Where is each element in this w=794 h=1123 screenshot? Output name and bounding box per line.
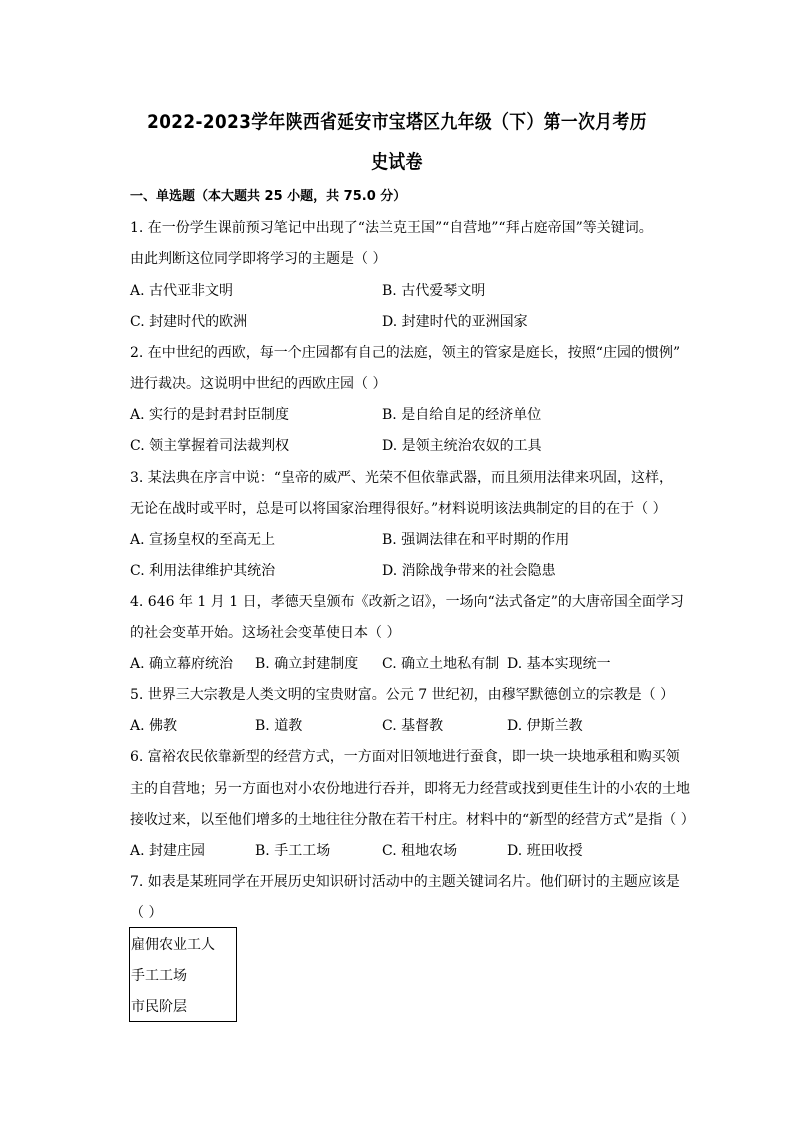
question-1-option-d: D. 封建时代的亚洲国家 [382, 314, 528, 330]
exam-title-line-1: 2022-2023学年陕西省延安市宝塔区九年级（下）第一次月考历 [147, 111, 647, 133]
question-1-option-b: B. 古代爱琴文明 [382, 283, 486, 299]
question-3-option-d: D. 消除战争带来的社会隐患 [382, 563, 556, 579]
question-5-option-b: B. 道教 [255, 718, 303, 734]
exam-title-line-2: 史试卷 [371, 151, 423, 173]
question-1-option-c: C. 封建时代的欧洲 [130, 314, 248, 330]
question-1-line-2: 由此判断这位同学即将学习的主题是（ ） [130, 251, 387, 267]
question-4-option-c: C. 确立土地私有制 [382, 656, 500, 672]
question-5-option-d: D. 伊斯兰教 [507, 718, 583, 734]
question-7-line-1: 7. 如表是某班同学在开展历史知识研讨活动中的主题关键词名片。他们研讨的主题应该是 [130, 874, 680, 890]
question-5-line-1: 5. 世界三大宗教是人类文明的宝贵财富。公元 7 世纪初，由穆罕默德创立的宗教是（ ） [130, 687, 675, 703]
question-4-line-2: 的社会变革开始。这场社会变革使日本（ ） [130, 625, 401, 641]
question-6-option-d: D. 班田收授 [507, 843, 583, 859]
keyword-card-row: 市民阶层 [131, 999, 187, 1015]
question-6-line-3: 接收过来，以至他们增多的土地往往分散在若干村庄。材料中的“新型的经营方式”是指（ ） [130, 812, 695, 828]
question-2-option-a: A. 实行的是封君封臣制度 [130, 407, 290, 423]
keyword-card-row: 手工工场 [131, 968, 187, 984]
question-5-option-a: A. 佛教 [130, 718, 178, 734]
question-3-line-1: 3. 某法典在序言中说：“皇帝的威严、光荣不但依靠武器，而且须用法律来巩固，这样， [130, 470, 673, 486]
keyword-card-table [129, 927, 237, 1022]
question-2-line-2: 进行裁决。这说明中世纪的西欧庄园（ ） [130, 376, 387, 392]
question-4-option-b: B. 确立封建制度 [255, 656, 359, 672]
question-6-option-b: B. 手工工场 [255, 843, 331, 859]
question-4-option-d: D. 基本实现统一 [507, 656, 611, 672]
section-heading: 一、单选题（本大题共 25 小题，共 75.0 分） [130, 189, 407, 204]
question-5-option-c: C. 基督教 [382, 718, 444, 734]
question-6-line-2: 主的自营地；另一方面也对小农份地进行吞并，即将无力经营或找到更佳生计的小农的土地 [130, 781, 690, 797]
keyword-card-row: 雇佣农业工人 [131, 937, 215, 953]
question-6-option-a: A. 封建庄园 [130, 843, 206, 859]
question-2-option-d: D. 是领主统治农奴的工具 [382, 438, 542, 454]
question-2-line-1: 2. 在中世纪的西欧，每一个庄园都有自己的法庭，领主的管家是庭长，按照“庄园的惯例” [130, 345, 681, 361]
question-3-option-c: C. 利用法律维护其统治 [130, 563, 276, 579]
question-3-option-a: A. 宣扬皇权的至高无上 [130, 532, 276, 548]
question-7-line-2: （ ） [130, 905, 163, 921]
question-2-option-b: B. 是自给自足的经济单位 [382, 407, 542, 423]
question-1-option-a: A. 古代亚非文明 [130, 283, 234, 299]
question-6-option-c: C. 租地农场 [382, 843, 458, 859]
question-3-option-b: B. 强调法律在和平时期的作用 [382, 532, 570, 548]
question-1-line-1: 1. 在一份学生课前预习笔记中出现了“法兰克王国”“自营地”“拜占庭帝国”等关键词。 [130, 220, 653, 236]
question-3-line-2: 无论在战时或平时，总是可以将国家治理得很好。”材料说明该法典制定的目的在于（ ） [130, 501, 667, 517]
question-4-option-a: A. 确立幕府统治 [130, 656, 234, 672]
question-2-option-c: C. 领主掌握着司法裁判权 [130, 438, 290, 454]
question-6-line-1: 6. 富裕农民依靠新型的经营方式，一方面对旧领地进行蚕食，即一块一块地承租和购买领 [130, 749, 680, 765]
question-4-line-1: 4. 646 年 1 月 1 日，孝德天皇颁布《改新之诏》，一场向“法式备定”的大唐帝国全面学习 [130, 594, 684, 610]
